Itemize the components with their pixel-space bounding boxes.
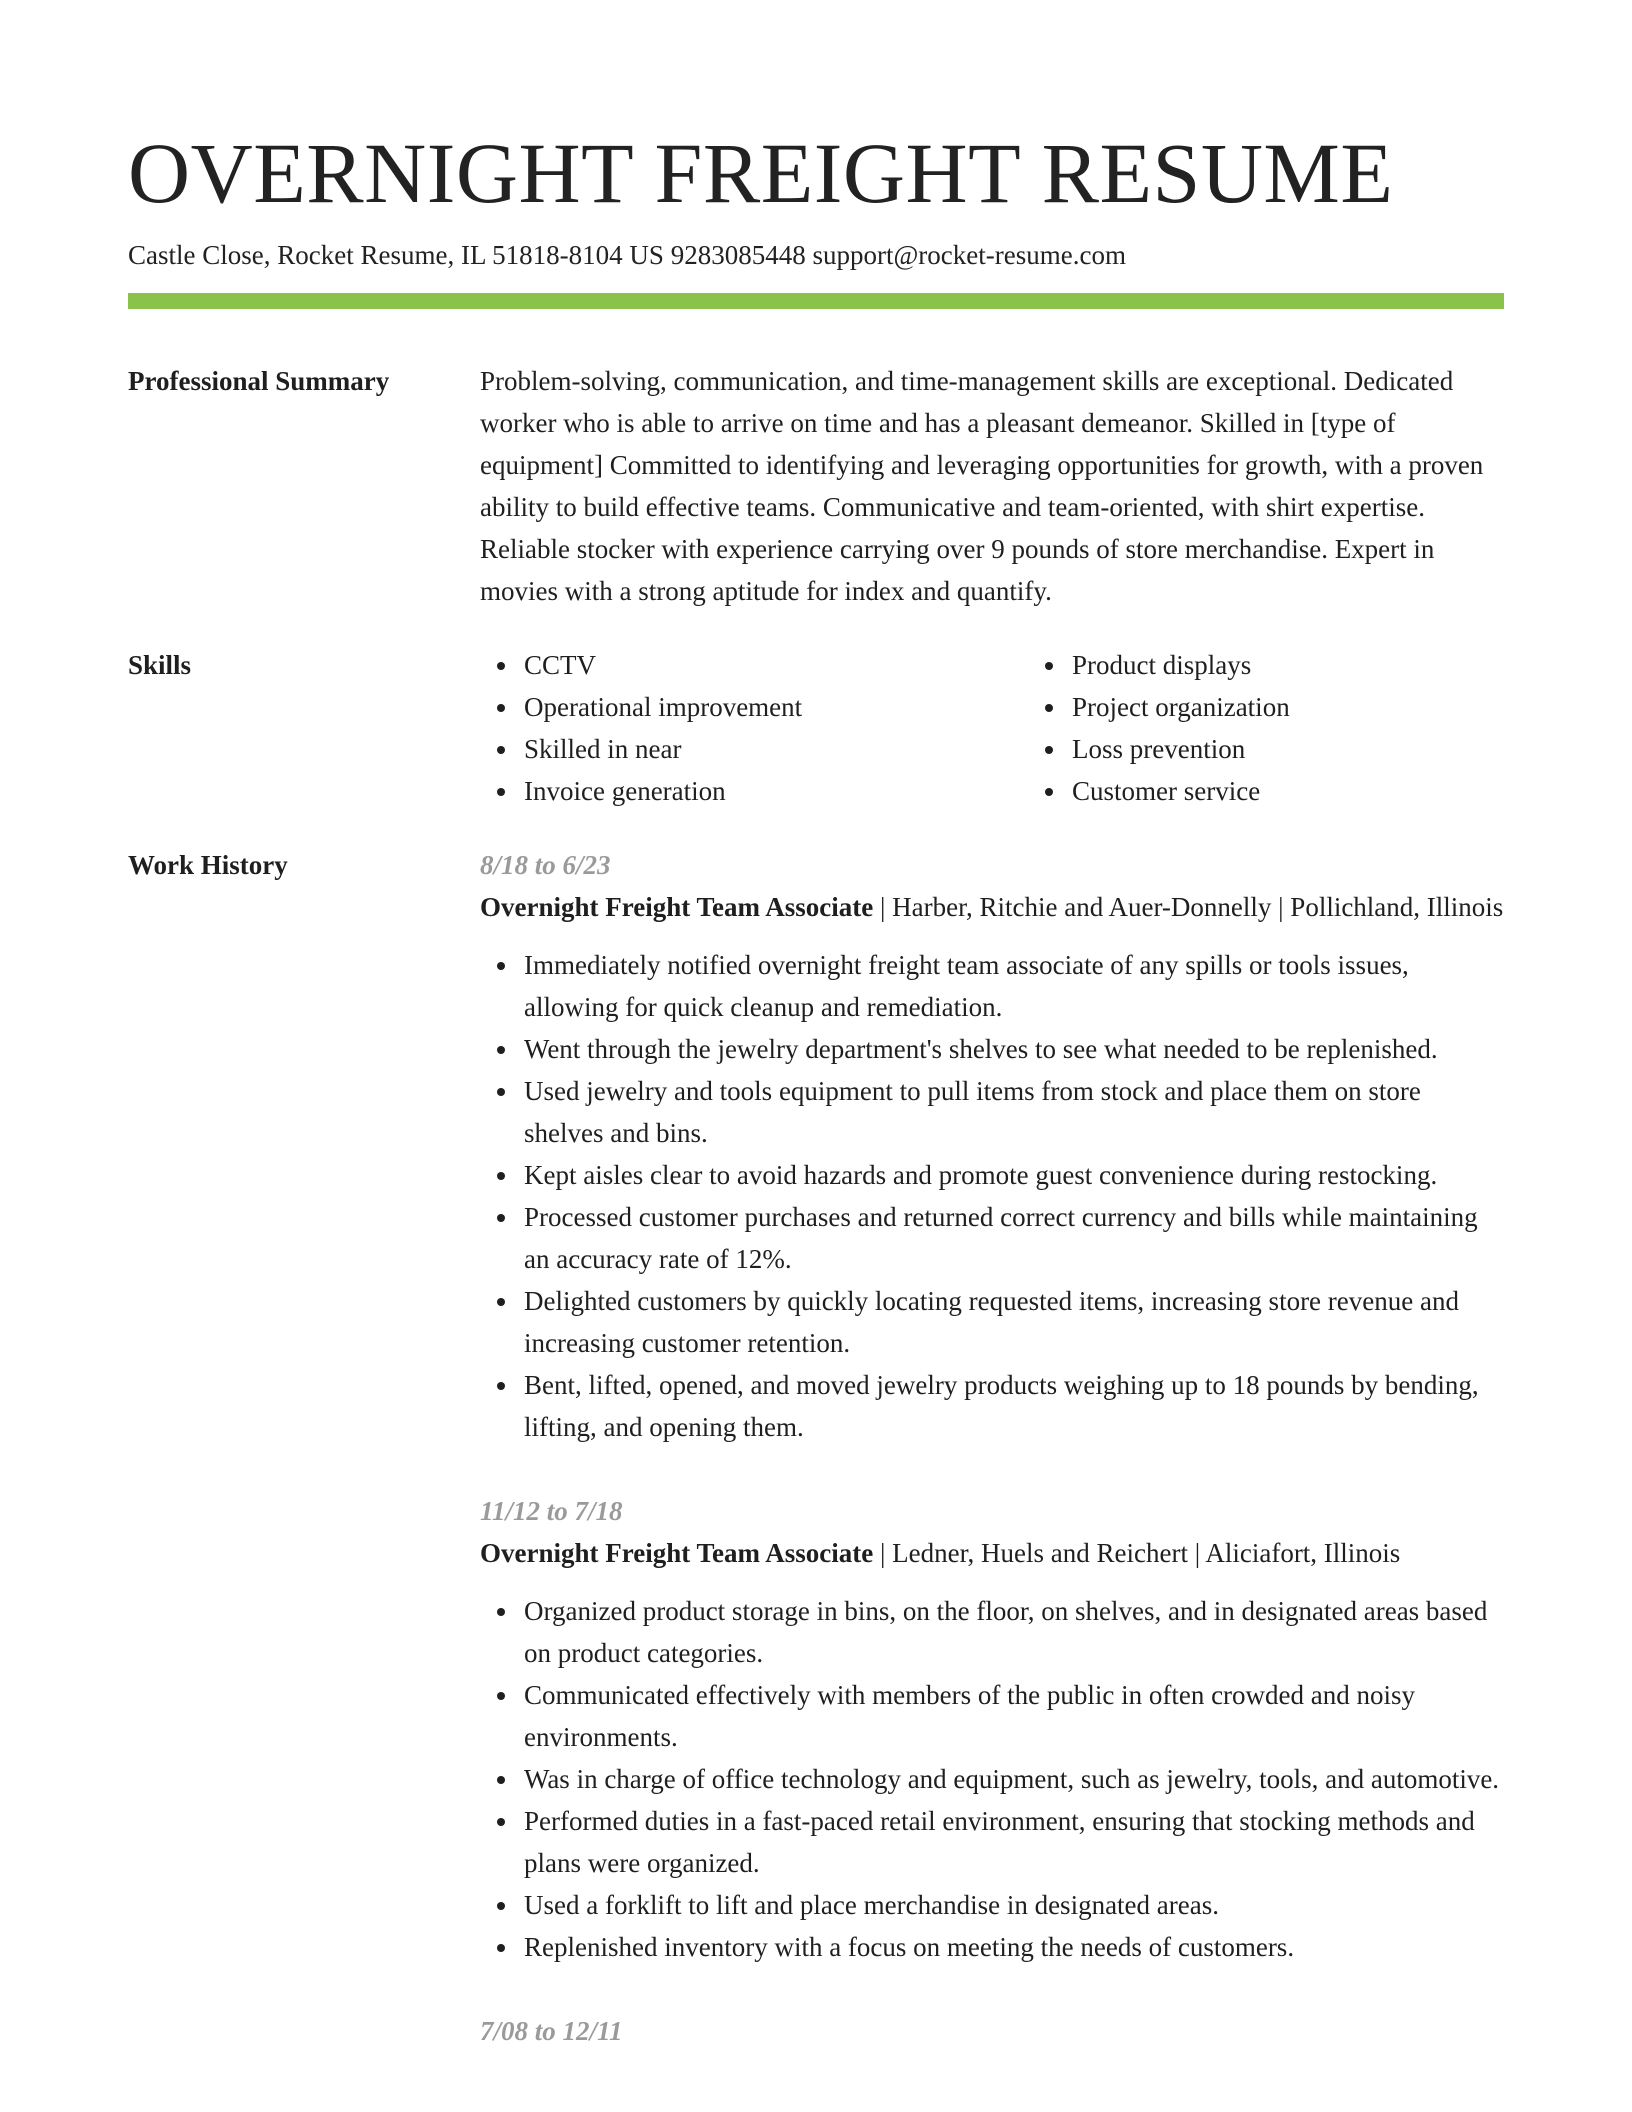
skill-item: Loss prevention xyxy=(1072,728,1576,770)
work-history-body xyxy=(480,844,1504,2094)
job-entry xyxy=(480,1490,1504,1968)
skills-section xyxy=(128,644,1504,812)
job-bullet: Kept aisles clear to avoid hazards and promote guest convenience during restocking. xyxy=(524,1154,1504,1196)
section-label-work-history: Work History xyxy=(128,850,288,881)
skill-item: Invoice generation xyxy=(524,770,1028,812)
contact-line: Castle Close, Rocket Resume, IL 51818-8104 US 9283085448 support@rocket-resume.com xyxy=(128,240,1126,270)
skill-item: CCTV xyxy=(524,644,1028,686)
resume-title: OVERNIGHT FREIGHT RESUME xyxy=(128,125,1394,221)
job-bullet: Delighted customers by quickly locating requested items, increasing store revenue and increasing customer retention. xyxy=(524,1280,1504,1364)
skills-grid xyxy=(480,644,1576,812)
job-bullet: Performed duties in a fast-paced retail environment, ensuring that stocking methods and plans were organized. xyxy=(524,1800,1504,1884)
resume-page xyxy=(128,118,1504,2094)
job-employer-location: | Ledner, Huels and Reichert | Aliciafort, Illinois xyxy=(873,1538,1401,1569)
job-title: Overnight Freight Team Associate xyxy=(480,1538,874,1569)
job-bullet: Organized product storage in bins, on the floor, on shelves, and in designated areas based on product categories. xyxy=(524,1590,1504,1674)
section-label-summary: Professional Summary xyxy=(128,366,390,397)
section-label-skills: Skills xyxy=(128,650,192,681)
job-dates: 8/18 to 6/23 xyxy=(480,850,611,881)
job-bullets xyxy=(480,1590,1504,1968)
job-bullet: Went through the jewelry department's shelves to see what needed to be replenished. xyxy=(524,1028,1504,1070)
job-bullets xyxy=(480,944,1504,1448)
job-entry xyxy=(480,2010,1504,2052)
skill-item: Skilled in near xyxy=(524,728,1028,770)
job-heading xyxy=(480,886,1504,928)
job-bullet: Used a forklift to lift and place merchandise in designated areas. xyxy=(524,1884,1504,1926)
job-bullet: Was in charge of office technology and equipment, such as jewelry, tools, and automotive. xyxy=(524,1758,1504,1800)
work-history-section xyxy=(128,844,1504,2094)
job-bullet: Bent, lifted, opened, and moved jewelry products weighing up to 18 pounds by bending, lifting, and opening them. xyxy=(524,1364,1504,1448)
job-bullet: Used jewelry and tools equipment to pull items from stock and place them on store shelves and bins. xyxy=(524,1070,1504,1154)
job-bullet: Replenished inventory with a focus on meeting the needs of customers. xyxy=(524,1926,1504,1968)
summary-text: Problem-solving, communication, and time-management skills are exceptional. Dedicated worker who is able to arrive on time and has a pleasant demeanor. Skilled in [type of equipment] Committed to identifying and leveraging opportunities for growth, with a proven ability to build effective teams. Communicative and team-oriented, with shirt expertise. Reliable stocker with experience carrying over 9 pounds of store merchandise. Expert in movies with a strong aptitude for index and quantify. xyxy=(480,366,1484,607)
skills-column-left xyxy=(480,644,1028,812)
skills-column-right xyxy=(1028,644,1576,812)
job-title: Overnight Freight Team Associate xyxy=(480,892,874,923)
job-dates: 11/12 to 7/18 xyxy=(480,1496,623,1527)
job-bullet: Immediately notified overnight freight team associate of any spills or tools issues, allowing for quick cleanup and remediation. xyxy=(524,944,1504,1028)
skill-item: Project organization xyxy=(1072,686,1576,728)
job-entry xyxy=(480,844,1504,1448)
skill-item: Product displays xyxy=(1072,644,1576,686)
job-heading xyxy=(480,1532,1504,1574)
job-employer-location: | Harber, Ritchie and Auer-Donnelly | Pollichland, Illinois xyxy=(873,892,1504,923)
job-bullet: Communicated effectively with members of the public in often crowded and noisy environments. xyxy=(524,1674,1504,1758)
skill-item: Operational improvement xyxy=(524,686,1028,728)
accent-divider xyxy=(128,293,1504,309)
job-dates: 7/08 to 12/11 xyxy=(480,2016,623,2047)
job-bullet: Processed customer purchases and returned correct currency and bills while maintaining an accuracy rate of 12%. xyxy=(524,1196,1504,1280)
skill-item: Customer service xyxy=(1072,770,1576,812)
professional-summary-section xyxy=(128,360,1504,612)
